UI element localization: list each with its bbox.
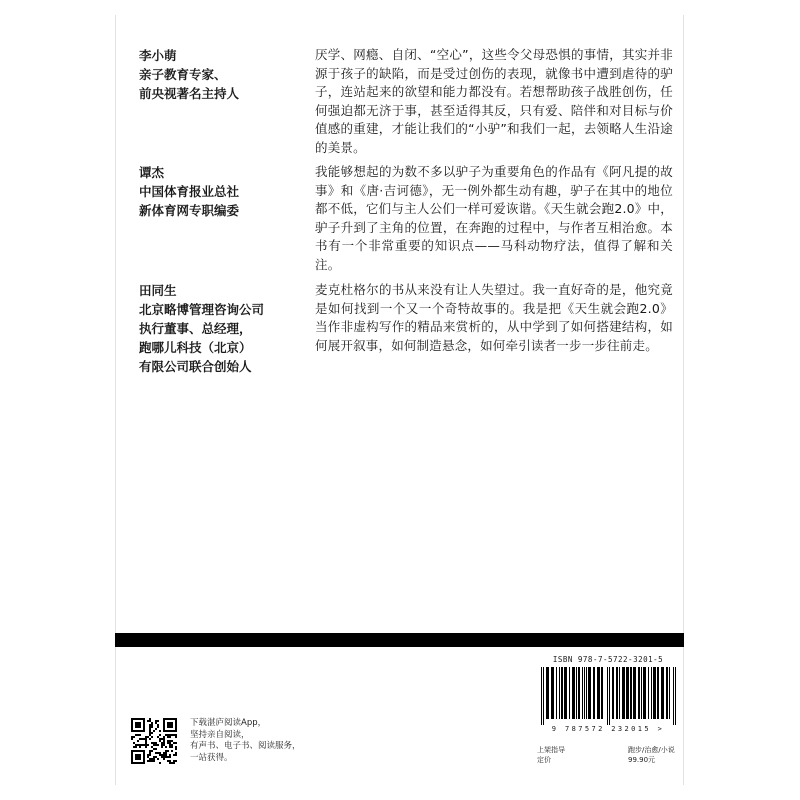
endorsement-quote: 我能够想起的为数不多以驴子为重要角色的作品有《阿凡提的故事》和《唐·吉诃德》，无一例外都生动有趣，驴子在其中的地位都不低，它们与主人公们一样可爱诙谐。《天生就会跑2.0》中，驴子升到了主角的位置，在奔跑的过程中，与作者互相治愈。本书有一个非常重要的知识点——马科动物疗法，值得了解和关注。 [315, 164, 673, 272]
isbn-text: ISBN 978-7-5722-3201-5 [552, 655, 664, 664]
endorsement-quote: 麦克杜格尔的书从来没有让人失望过。我一直好奇的是，他究竟是如何找到一个又一个奇特故事的。我是把《天生就会跑2.0》当作非虚构写作的精品来赏析的，从中学到了如何搭建结构，如何展开叙事，如何制造悬念，如何牵引读者一步一步往前走。 [315, 282, 673, 353]
endorser-line: 谭杰 [139, 165, 165, 180]
endorser-name-block [139, 163, 304, 220]
app-promo-line: 有声书、电子书、阅读服务， [190, 741, 301, 751]
isbn-barcode [533, 655, 683, 737]
catalog-value: 99.90元 [628, 756, 656, 764]
app-promo-text [190, 718, 330, 764]
endorser-line: 亲子教育专家、 [139, 67, 227, 82]
endorser-line: 前央视著名主持人 [139, 86, 240, 101]
black-divider-bar [115, 633, 684, 647]
endorser-line: 有限公司联合创始人 [139, 359, 252, 374]
endorser-line: 田同生 [139, 283, 177, 298]
app-promo-line: 一站获得。 [190, 752, 233, 763]
barcode-digits: 9 787572 232015 > [551, 725, 665, 733]
catalog-label: 定价 [537, 756, 551, 764]
barcode-bars [535, 667, 681, 725]
endorsement-1 [139, 46, 679, 166]
app-promo-line: 下载湛庐阅读App， [190, 718, 267, 728]
catalog-value: 跑步/治愈/小说 [628, 746, 675, 754]
endorsement-2 [139, 163, 679, 273]
endorser-line: 北京略博管理咨询公司 [139, 302, 265, 317]
app-promo-line: 坚持亲自阅读， [190, 729, 250, 740]
endorser-line: 跑哪儿科技（北京） [139, 340, 252, 355]
catalog-labels [537, 745, 565, 765]
endorsement-3 [139, 281, 679, 381]
endorser-line: 执行董事、总经理， [139, 321, 252, 336]
catalog-values [628, 745, 675, 765]
endorser-line: 中国体育报业总社 [139, 184, 240, 199]
endorser-name-block [139, 46, 304, 103]
catalog-label: 上架指导 [537, 746, 565, 754]
endorser-line: 李小萌 [139, 48, 177, 63]
qr-code-icon[interactable] [131, 718, 177, 764]
endorser-name-block [139, 281, 304, 376]
endorsement-quote: 厌学、网瘾、自闭、“空心”，这些令父母恐惧的事情，其实并非源于孩子的缺陷，而是受过创伤的表现，就像书中遭到虐待的驴子，连站起来的欲望和能力都没有。若想帮助孩子战胜创伤，任何强迫都无济于事，甚至适得其反，只有爱、陪伴和对目标与价值感的重建，才能让我们的“小驴”和我们一起，去领略人生沿途的美景。 [315, 47, 673, 155]
endorser-line: 新体育网专职编委 [139, 203, 240, 218]
